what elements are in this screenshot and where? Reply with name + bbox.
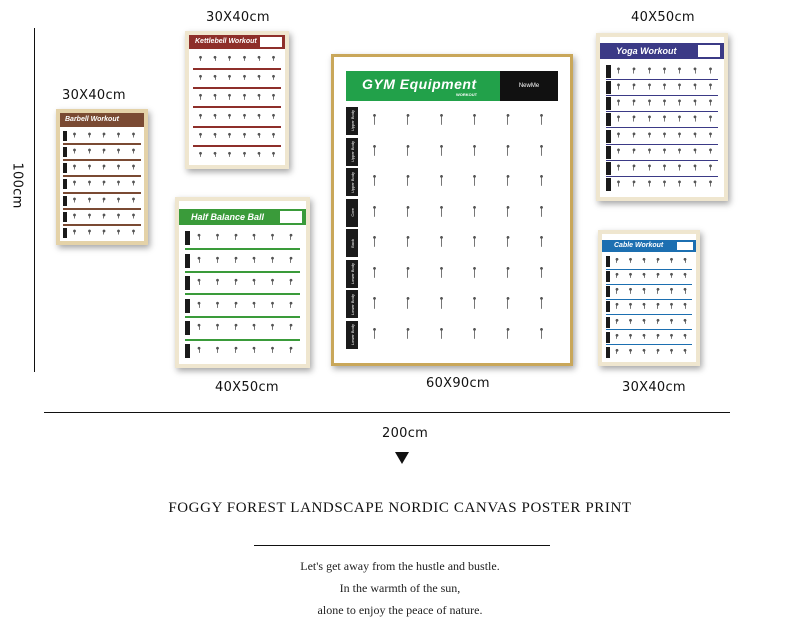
yoga-exercise-grid <box>606 65 718 191</box>
yoga-workout-poster <box>596 33 728 201</box>
cable-workout-poster <box>598 230 700 366</box>
barbell-poster-title <box>60 113 144 127</box>
gym-row-label: Lower Body <box>349 263 355 285</box>
kettlebell-exercise-grid <box>193 54 281 161</box>
gym-row-label: Back <box>349 238 355 248</box>
cable-size-label: 30X40cm <box>622 380 686 395</box>
tagline-line-1: Let's get away from the hustle and bustle. <box>300 559 500 573</box>
height-dimension-label: 100cm <box>9 162 25 209</box>
gym-size-label: 60X90cm <box>426 376 490 391</box>
kettlebell-poster-title <box>189 35 285 49</box>
gym-poster-title <box>346 71 558 101</box>
down-triangle-icon <box>395 452 409 464</box>
gym-brand-text: NewMe <box>518 83 540 89</box>
yoga-size-label: 40X50cm <box>631 10 695 25</box>
half-balance-ball-poster <box>175 197 310 368</box>
kettlebell-workout-poster <box>185 31 289 169</box>
gym-row-label: Upper Body <box>349 171 355 193</box>
width-dimension-line <box>44 412 730 413</box>
cable-title-text: Cable Workout <box>614 242 664 249</box>
gym-title-text: GYM Equipment <box>362 76 477 92</box>
barbell-title-text: Barbell Workout <box>65 116 119 123</box>
half-balance-poster-title <box>179 209 306 225</box>
gym-row-label: Core <box>349 208 355 218</box>
height-dimension-line <box>34 28 35 372</box>
product-headline: FOGGY FOREST LANDSCAPE NORDIC CANVAS POSTER PRINT <box>168 500 632 516</box>
cable-exercise-grid <box>606 256 692 358</box>
tagline-line-3: alone to enjoy the peace of nature. <box>317 603 483 617</box>
barbell-workout-poster <box>56 109 148 245</box>
gym-equipment-poster <box>331 54 573 366</box>
half-balance-size-label: 40X50cm <box>215 380 279 395</box>
yoga-title-text: Yoga Workout <box>616 46 677 56</box>
gym-row-label: Lower Body <box>349 293 355 315</box>
gym-row-label: Lower Body <box>349 324 355 346</box>
tagline-line-2: In the warmth of the sun, <box>339 581 461 595</box>
barbell-size-label: 30X40cm <box>62 88 126 103</box>
half-balance-title-text: Half Balance Ball <box>191 212 265 222</box>
kettlebell-size-label: 30X40cm <box>206 10 270 25</box>
gym-row-label: Upper Body <box>349 110 355 132</box>
width-dimension-label: 200cm <box>382 426 429 441</box>
cable-poster-title <box>602 240 696 252</box>
half-balance-exercise-grid <box>185 231 300 358</box>
kettlebell-title-text: Kettlebell Workout <box>195 38 257 45</box>
gym-subtitle-text: WORKOUT <box>456 92 478 97</box>
yoga-poster-title <box>600 43 724 59</box>
gym-row-label: Upper Body <box>349 141 355 163</box>
gym-brand-logo <box>500 71 558 101</box>
gym-exercise-grid <box>346 107 558 349</box>
headline-divider <box>254 545 550 546</box>
barbell-exercise-grid <box>63 131 141 238</box>
